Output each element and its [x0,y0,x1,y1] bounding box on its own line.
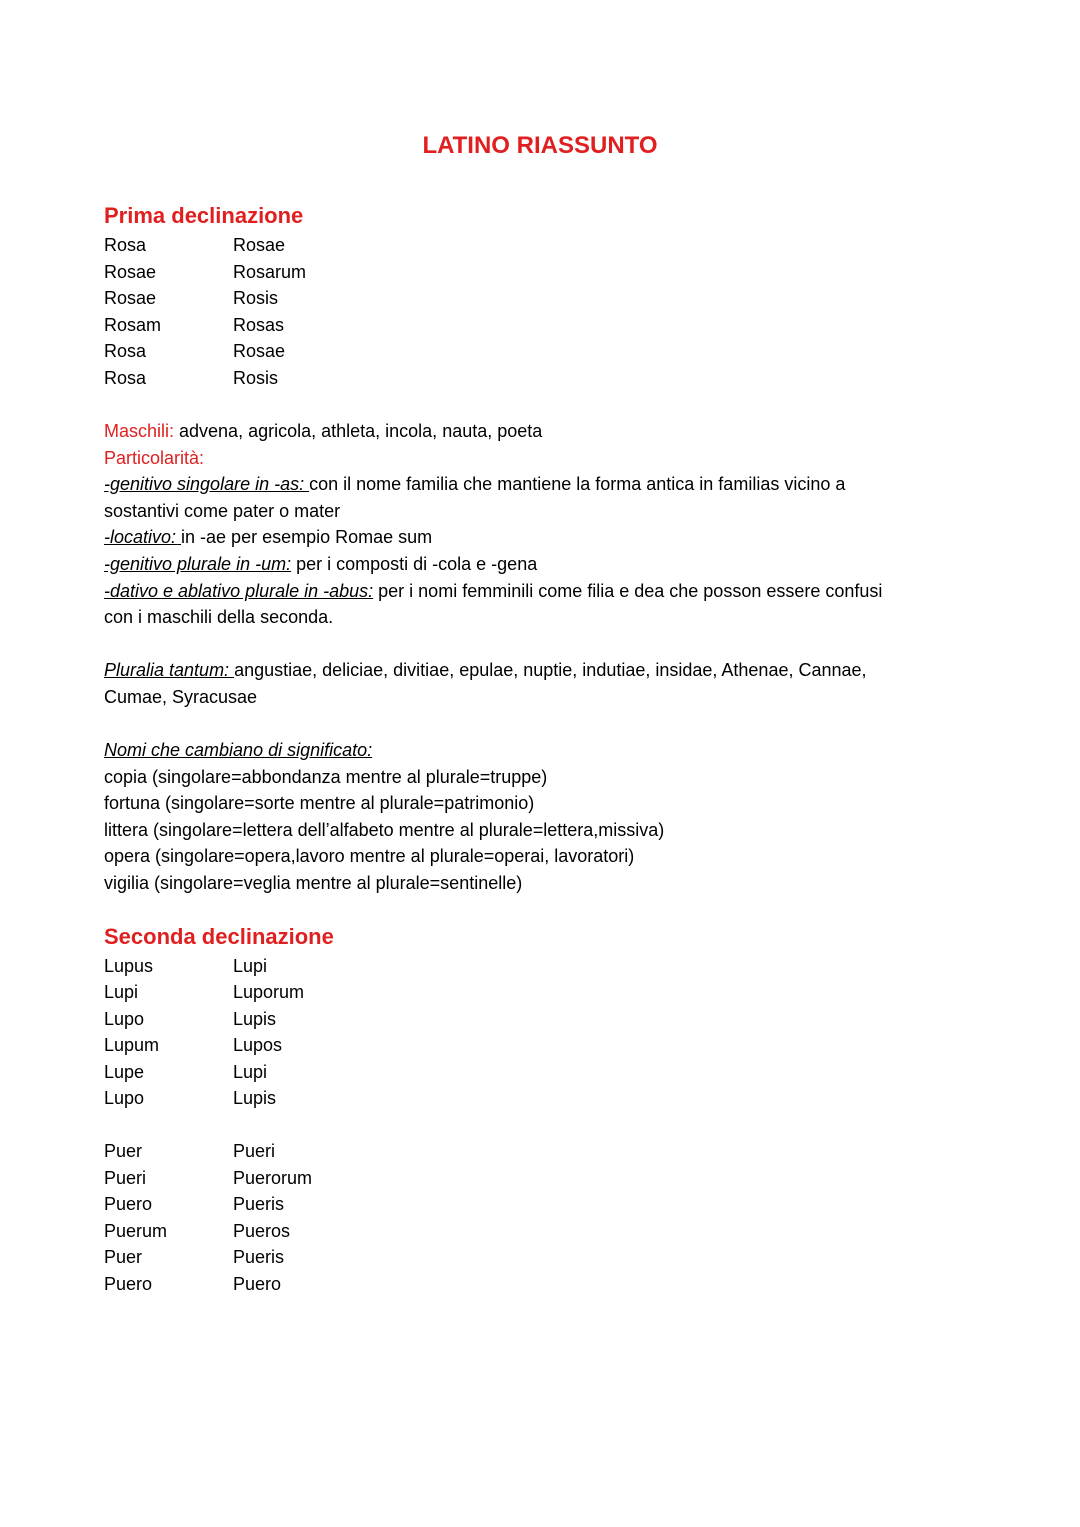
declension-row [104,1138,984,1165]
declension-row [104,259,984,286]
nomi-cambiano-item: opera (singolare=opera,lavoro mentre al plurale=operai, lavoratori) [104,846,635,867]
declension-row [104,285,984,312]
singular-form: Lupo [104,1088,145,1108]
spacer [104,897,984,921]
pluralia-tantum-text: angustiae, deliciae, divitiae, epulae, nuptie, indutiae, insidae, Athenae, Cannae, [234,660,867,681]
declension-row [104,1244,984,1271]
pluralia-tantum-term: Pluralia tantum: [104,660,235,681]
maschili-line [104,418,984,445]
particolarita-item [104,524,984,551]
plural-form: Luporum [233,982,305,1002]
declension-row [104,1271,984,1298]
plural-form: Pueros [233,1220,291,1241]
particolarita-continuation: sostantivi come pater o mater [104,500,341,521]
declension-row [104,979,984,1006]
seconda-declinazione-heading: Seconda declinazione [104,923,334,949]
plural-form: Pueri [233,1141,276,1161]
particolarita-term: -dativo e ablativo plurale in -abus: [104,580,374,601]
maschili-text: advena, agricola, athleta, incola, nauta, poeta [174,421,543,441]
plural-form: Pueris [233,1194,285,1214]
declension-row [104,1085,984,1112]
plural-form: Puero [233,1273,282,1294]
particolarita-continuation: con i maschili della seconda. [104,607,334,628]
singular-form: Puer [104,1141,143,1161]
singular-form: Lupum [104,1035,160,1055]
plural-form: Rosis [233,367,279,388]
puer-declension-table [104,1138,984,1297]
plural-form: Lupi [233,955,268,976]
pluralia-tantum-line [104,657,984,684]
spacer [104,631,984,658]
spacer [104,710,984,737]
plural-form: Rosae [233,341,286,361]
singular-form: Lupo [104,1008,145,1029]
plural-form: Puerorum [233,1167,313,1188]
declension-row [104,232,984,259]
nomi-cambiano-item: vigilia (singolare=veglia mentre al plurale=sentinelle) [104,872,523,893]
nomi-cambiano-item: fortuna (singolare=sorte mentre al plurale=patrimonio) [104,793,535,814]
singular-form: Lupus [104,955,154,976]
particolarita-item [104,471,984,498]
singular-form: Rosam [104,314,162,335]
plural-form: Rosae [233,235,286,255]
maschili-label: Maschili: [104,421,175,441]
plural-form: Lupis [233,1008,277,1029]
declension-row [104,1191,984,1218]
declension-row [104,953,984,980]
particolarita-item [104,551,984,578]
particolarita-term: -locativo: [104,527,182,548]
singular-form: Rosa [104,367,147,388]
declension-row [104,1218,984,1245]
pluralia-tantum-continuation: Cumae, Syracusae [104,686,258,707]
particolarita-text: per i composti di -cola e -gena [291,553,538,574]
particolarita-label: Particolarità: [104,447,205,468]
plural-form: Lupi [233,1061,268,1082]
particolarita-term: -genitivo singolare in -as: [104,474,310,495]
particolarita-term: -genitivo plurale in -um: [104,553,292,574]
singular-form: Puero [104,1194,153,1214]
nomi-cambiano-term: Nomi che cambiano di significato: [104,739,373,760]
declension-row [104,1165,984,1192]
declension-row [104,1032,984,1059]
declension-row [104,365,984,392]
nomi-cambiano-item: copia (singolare=abbondanza mentre al plurale=truppe) [104,766,548,787]
particolarita-text: in -ae per esempio Romae sum [181,527,433,548]
declension-row [104,338,984,365]
declension-row [104,1059,984,1086]
nomi-cambiano-item: littera (singolare=lettera dell’alfabeto mentre al plurale=lettera,missiva) [104,819,665,840]
spacer [104,391,984,418]
singular-form: Puero [104,1273,153,1294]
declension-row [104,1006,984,1033]
singular-form: Puerum [104,1220,168,1241]
plural-form: Rosarum [233,261,307,282]
plural-form: Lupis [233,1088,277,1108]
particolarita-text: per i nomi femminili come filia e dea che posson essere confusi [373,580,883,601]
singular-form: Lupi [104,982,139,1002]
nomi-cambiano-heading [104,737,984,764]
singular-form: Puer [104,1247,143,1267]
particolarita-item [104,578,984,605]
document-content [104,200,984,1297]
plural-form: Pueris [233,1247,285,1267]
singular-form: Pueri [104,1167,147,1188]
plural-form: Rosis [233,288,279,308]
prima-declinazione-table [104,232,984,391]
prima-declinazione-heading: Prima declinazione [104,203,304,228]
singular-form: Rosa [104,235,147,255]
lupus-declension-table [104,953,984,1112]
plural-form: Rosas [233,314,285,335]
particolarita-text: con il nome familia che mantiene la forma antica in familias vicino a [309,474,846,495]
spacer [104,1112,984,1139]
plural-form: Lupos [233,1035,283,1055]
singular-form: Rosa [104,341,147,361]
declension-row [104,312,984,339]
singular-form: Rosae [104,288,157,308]
singular-form: Rosae [104,261,157,282]
page-title: LATINO RIASSUNTO [422,132,658,159]
singular-form: Lupe [104,1061,145,1082]
